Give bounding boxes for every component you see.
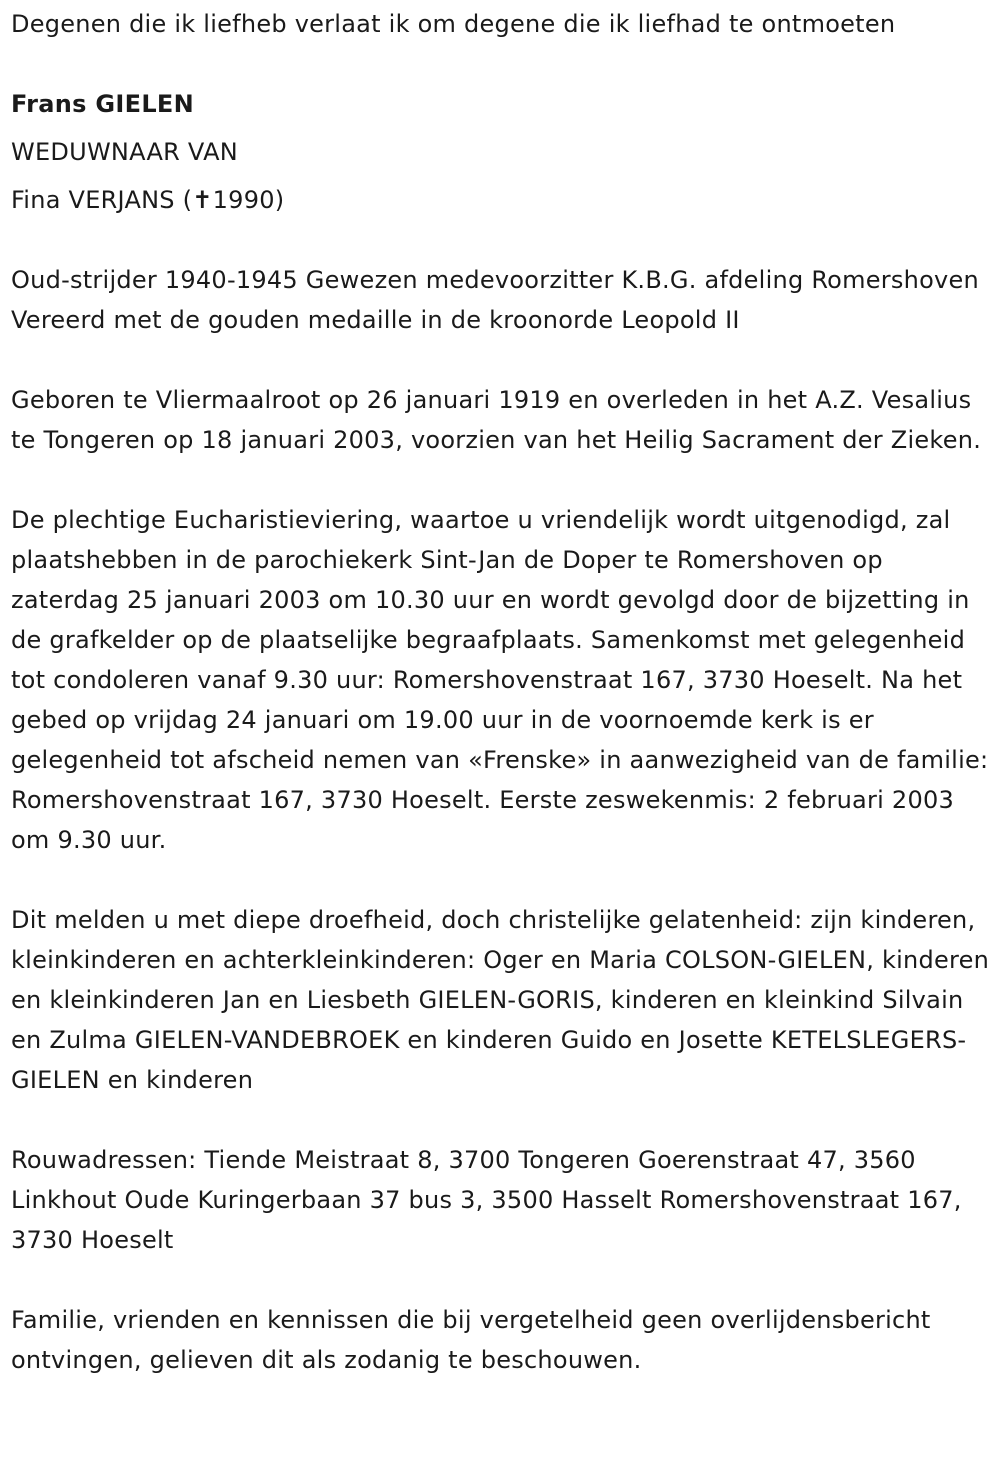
- addresses-block: [11, 1140, 993, 1260]
- family-block: [11, 900, 993, 1100]
- ceremony-block: [11, 500, 993, 860]
- spouse-name: Fina VERJANS: [11, 186, 175, 214]
- addresses: Rouwadressen: Tiende Meistraat 8, 3700 Tongeren Goerenstraat 47, 3560 Linkhout Oude Kuringerbaan 37 bus 3, 3500 Hasselt Romershovenstraat 167, 3730 Hoeselt: [11, 1146, 962, 1254]
- honors-block: [11, 260, 993, 340]
- motto-block: [11, 4, 993, 44]
- spouse-line: Fina VERJANS (✝1990): [11, 180, 993, 220]
- closing: Familie, vrienden en kennissen die bij vergetelheid geen overlijdensbericht ontvingen, gelieven dit als zodanig te beschouwen.: [11, 1306, 931, 1374]
- birth-death-block: [11, 380, 993, 460]
- birth-death: Geboren te Vliermaalroot op 26 januari 1919 en overleden in het A.Z. Vesalius te Tongeren op 18 januari 2003, voorzien van het Heilig Sacrament der Zieken.: [11, 386, 982, 454]
- status-label: WEDUWNAAR VAN: [11, 138, 238, 166]
- family: Dit melden u met diepe droefheid, doch christelijke gelatenheid: zijn kinderen, kleinkinderen en achterkleinkinderen: Oger en Maria COLSON-GIELEN, kinderen en kleinkinderen Jan en Liesbeth GIELEN-GORIS, kinderen en kleinkind Silvain en Zulma GIELEN-VANDEBROEK en kinderen Guido en Josette KETELSLEGERS-GIELEN en kinderen: [11, 906, 990, 1094]
- honors: Oud-strijder 1940-1945 Gewezen medevoorzitter K.B.G. afdeling Romershoven Vereerd met de gouden medaille in de kroonorde Leopold II: [11, 266, 979, 334]
- deceased-name: Frans GIELEN: [11, 90, 195, 118]
- motto: Degenen die ik liefheb verlaat ik om degene die ik liefhad te ontmoeten: [11, 10, 896, 38]
- closing-block: [11, 1300, 993, 1380]
- header-block: [11, 84, 993, 220]
- obituary-notice: [11, 4, 993, 1420]
- ceremony: De plechtige Eucharistieviering, waartoe u vriendelijk wordt uitgenodigd, zal plaatshebben in de parochiekerk Sint-Jan de Doper te Romershoven op zaterdag 25 januari 2003 om 10.30 uur en wordt gevolgd door de bijzetting in de grafkelder op de plaatselijke begraafplaats. Samenkomst met gelegenheid tot condoleren vanaf 9.30 uur: Romershovenstraat 167, 3730 Hoeselt. Na het gebed op vrijdag 24 januari om 19.00 uur in de voornoemde kerk is er gelegenheid tot afscheid nemen van «Frenske» in aanwezigheid van de familie: Romershovenstraat 167, 3730 Hoeselt. Eerste zeswekenmis: 2 februari 2003 om 9.30 uur.: [11, 506, 989, 854]
- cross-icon: ✝: [192, 186, 213, 214]
- spouse-death-year: 1990: [212, 186, 275, 214]
